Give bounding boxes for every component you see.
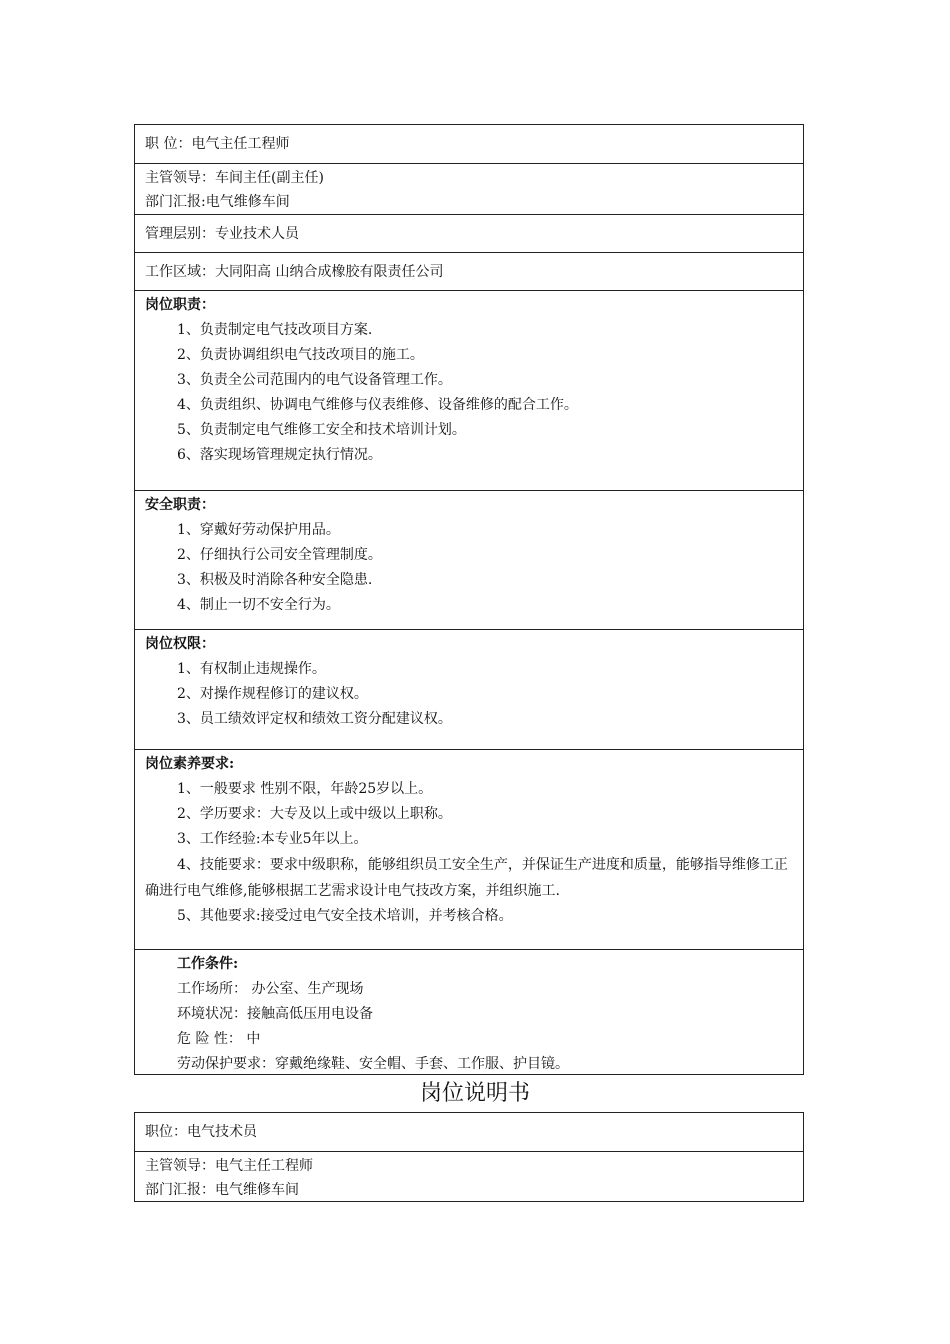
duties-heading: 岗位职责： xyxy=(145,297,215,313)
duty-item: 3、负责全公司范围内的电气设备管理工作。 xyxy=(177,372,452,388)
requirements-section xyxy=(135,749,803,949)
safety-item: 2、仔细执行公司安全管理制度。 xyxy=(177,547,382,563)
authority-section xyxy=(135,629,803,749)
condition-item: 危 险 性： 中 xyxy=(177,1031,261,1047)
duty-item: 2、负责协调组织电气技改项目的施工。 xyxy=(177,347,424,363)
position-row xyxy=(135,1113,803,1151)
safety-item: 4、制止一切不安全行为。 xyxy=(177,597,340,613)
duty-item: 1、负责制定电气技改项目方案. xyxy=(177,322,373,338)
position-text: 职位：电气技术员 xyxy=(145,1124,257,1140)
level-row xyxy=(135,214,803,252)
authority-item: 3、员工绩效评定权和绩效工资分配建议权。 xyxy=(177,711,452,727)
job-description-table-2 xyxy=(134,1112,804,1202)
safety-section xyxy=(135,490,803,629)
supervisor-text: 主管领导：电气主任工程师 xyxy=(145,1158,313,1174)
requirement-item: 5、其他要求:接受过电气安全技术培训，并考核合格。 xyxy=(177,908,513,924)
area-row xyxy=(135,252,803,290)
requirements-heading: 岗位素养要求: xyxy=(145,756,235,772)
level-text: 管理层别：专业技术人员 xyxy=(145,225,299,242)
supervisor-text: 主管领导：车间主任(副主任) xyxy=(145,170,324,186)
conditions-section xyxy=(135,949,803,1074)
duty-item: 4、负责组织、协调电气维修与仪表维修、设备维修的配合工作。 xyxy=(177,397,578,413)
safety-item: 1、穿戴好劳动保护用品。 xyxy=(177,522,340,538)
safety-item: 3、积极及时消除各种安全隐患. xyxy=(177,572,373,588)
requirement-item: 3、工作经验:本专业5年以上。 xyxy=(177,831,368,847)
requirement-item: 1、一般要求 性别不限，年龄25岁以上。 xyxy=(177,781,433,797)
department-text: 部门汇报：电气维修车间 xyxy=(145,1182,299,1198)
department-text: 部门汇报:电气维修车间 xyxy=(145,194,290,210)
condition-item: 工作场所： 办公室、生产现场 xyxy=(177,981,364,997)
duty-item: 6、落实现场管理规定执行情况。 xyxy=(177,447,382,463)
area-text: 工作区域：大同阳高 山纳合成橡胶有限责任公司 xyxy=(145,263,444,280)
supervisor-row xyxy=(135,1151,803,1201)
requirement-item: 4、技能要求：要求中级职称，能够组织员工安全生产，并保证生产进度和质量，能够指导维修工正确进行电气维修,能够根据工艺需求设计电气技改方案，并组织施工. xyxy=(145,857,788,899)
duties-section xyxy=(135,290,803,490)
position-row xyxy=(135,125,803,163)
job-description-table-1 xyxy=(134,124,804,1075)
supervisor-row xyxy=(135,163,803,214)
authority-item: 2、对操作规程修订的建议权。 xyxy=(177,686,368,702)
safety-heading: 安全职责： xyxy=(145,497,215,513)
authority-item: 1、有权制止违规操作。 xyxy=(177,661,326,677)
document-title: 岗位说明书 xyxy=(419,1081,530,1106)
requirement-item: 2、学历要求：大专及以上或中级以上职称。 xyxy=(177,806,452,822)
position-text: 职 位：电气主任工程师 xyxy=(145,136,290,152)
conditions-heading: 工作条件: xyxy=(177,956,239,972)
condition-item: 环境状况：接触高低压用电设备 xyxy=(177,1006,373,1022)
duty-item: 5、负责制定电气维修工安全和技术培训计划。 xyxy=(177,422,466,438)
authority-heading: 岗位权限： xyxy=(145,636,215,652)
condition-item: 劳动保护要求：穿戴绝缘鞋、安全帽、手套、工作服、护目镜。 xyxy=(177,1056,569,1072)
